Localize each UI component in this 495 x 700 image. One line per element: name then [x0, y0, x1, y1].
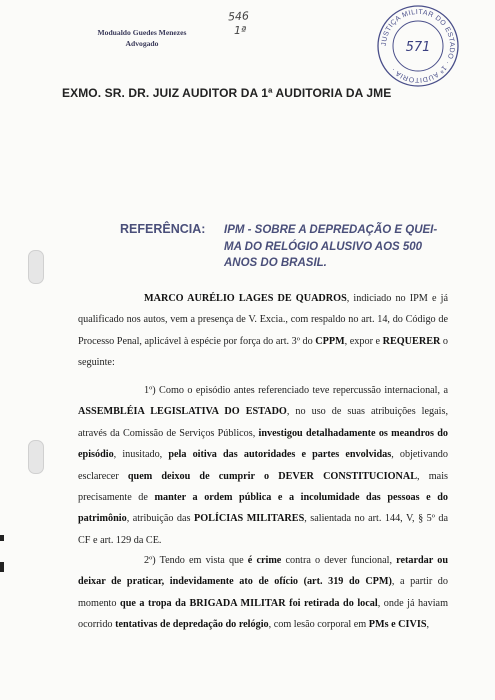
- paragraph-1: MARCO AURÉLIO LAGES DE QUADROS, indiciado no IPM e já qualificado nos autos, vem a presença de V. Excia., com respaldo no art. 14, do Código de Processo Penal, aplicável à espécie por força do art. 3º do CPPM, expor e REQUERER o seguinte:: [78, 293, 449, 369]
- lawyer-name: Modualdo Guedes Menezes: [97, 28, 187, 37]
- scan-edge-mark: [0, 562, 4, 572]
- punch-hole: [28, 440, 44, 474]
- handwritten-page-number: 546: [227, 9, 250, 24]
- stamp-text: JUSTIÇA MILITAR DO ESTADO · 1ª AUDITORIA ·: [380, 8, 456, 84]
- stamp-number: 571: [405, 40, 431, 55]
- lawyer-role: Advogado: [125, 39, 159, 48]
- addressee-heading: EXMO. SR. DR. JUIZ AUDITOR DA 1ª AUDITORIA DA JME: [62, 86, 392, 100]
- reference-label: REFERÊNCIA:: [120, 222, 206, 236]
- reference-text: IPM - SOBRE A DEPREDAÇÃO E QUEI-MA DO RELÓGIO ALUSIVO AOS 500 ANOS DO BRASIL.: [224, 224, 438, 269]
- court-stamp-icon: [376, 4, 460, 88]
- scan-edge-mark: [0, 535, 4, 541]
- paragraph-3: 2º) Tendo em vista que é crime contra o dever funcional, retardar ou deixar de praticar, indevidamente ato de ofício (art. 319 do CPM), a partir do momento que a tropa da BRIGADA MILITAR foi retirada do local, onde já haviam ocorrido tentativas de depredação do relógio, com lesão corporal em PMs e CIVIS,: [78, 555, 449, 631]
- punch-hole: [28, 250, 44, 284]
- handwritten-mark: 1ª: [234, 24, 247, 37]
- letterhead: [72, 27, 212, 49]
- paragraph-2: 1º) Como o episódio antes referenciado teve repercussão internacional, a ASSEMBLÉIA LEGISLATIVA DO ESTADO, no uso de suas atribuições legais, através da Comissão de Serviços Públicos, investigou detalhadamente os meandros do episódio, inusitado, pela oitiva das autoridades e partes envolvidas, objetivando esclarecer quem deixou de cumprir o DEVER CONSTITUCIONAL, mais precisamente de manter a ordem pública e a incolumidade das pessoas e do patrimônio, atribuição das POLÍCIAS MILITARES, salientada no art. 144, V, § 5º da CF e art. 129 da CE.: [78, 385, 449, 546]
